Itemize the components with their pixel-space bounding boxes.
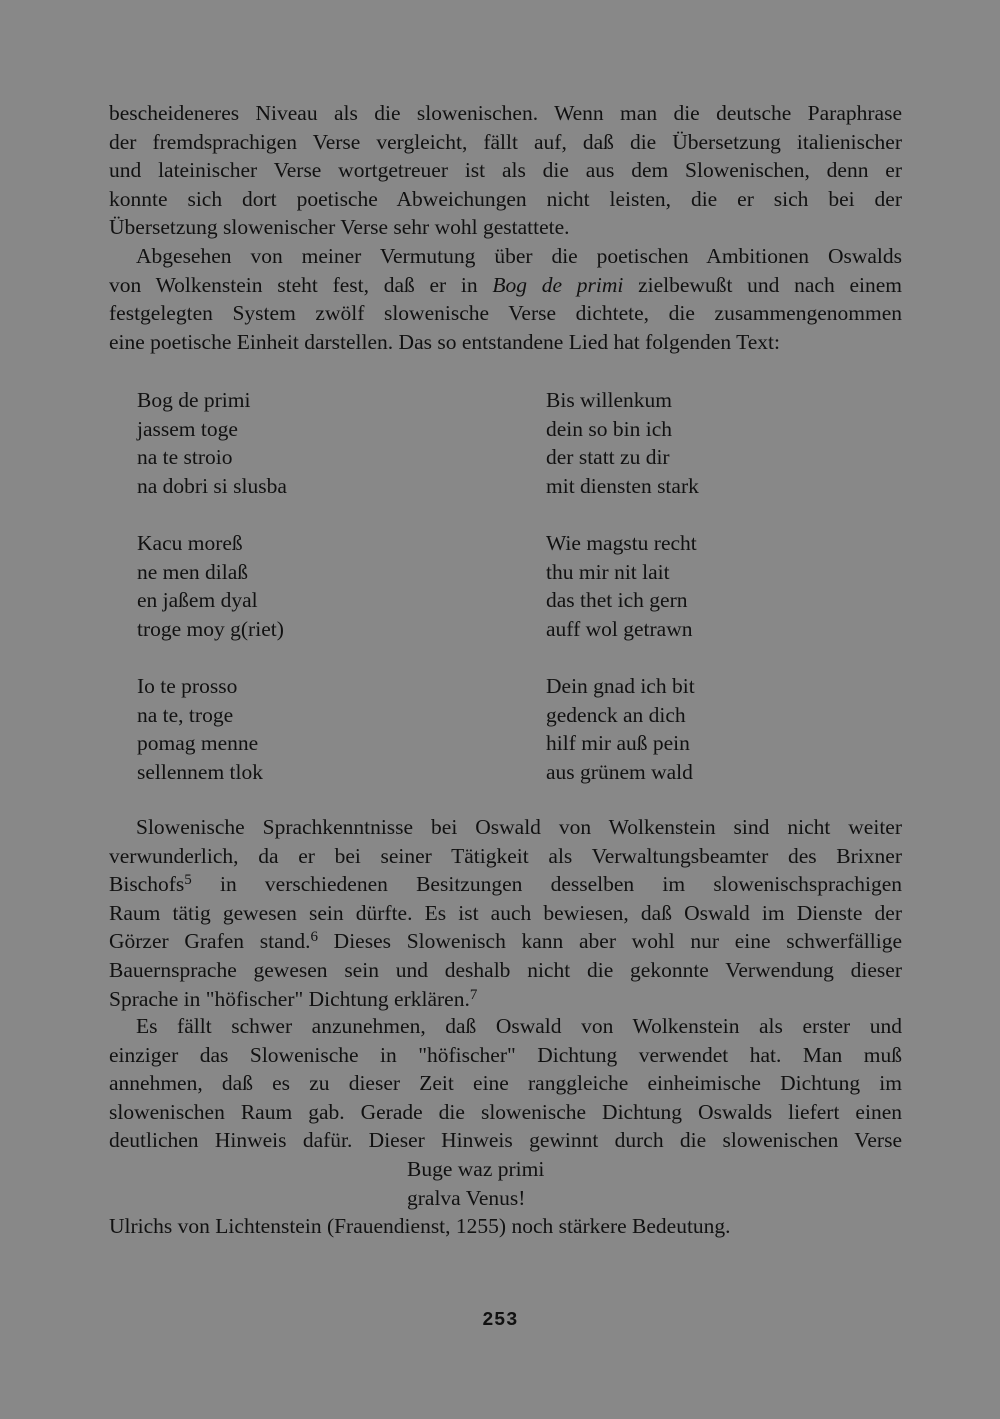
text-line: Es fällt schwer anzunehmen, daß Oswald von Wolkenstein als erster und bbox=[136, 1014, 902, 1038]
verse-line: jassem toge bbox=[137, 416, 238, 441]
footnote-marker[interactable]: 5 bbox=[184, 872, 192, 889]
footnote-marker[interactable]: 6 bbox=[310, 929, 318, 946]
text-line: Bauernsprache gewesen sein und deshalb nicht die gekonnte Verwendung dieser bbox=[109, 957, 902, 982]
text-line: Übersetzung slowenischer Verse sehr wohl gestattete. bbox=[109, 215, 570, 240]
verse-line: na te, troge bbox=[137, 702, 234, 727]
text-line: konnte sich dort poetische Abweichungen nicht leisten, die er sich bei der bbox=[109, 186, 902, 211]
text-line: verwunderlich, da er bei seiner Tätigkeit als Verwaltungsbeamter des Brixner bbox=[109, 843, 902, 868]
title-bog-de-primi: Bog de primi bbox=[492, 272, 624, 297]
inset-verse bbox=[407, 1155, 544, 1212]
poem-slovene-column bbox=[137, 386, 287, 815]
paragraph-5 bbox=[109, 1212, 902, 1241]
verse-line: Bog de primi bbox=[137, 388, 251, 412]
verse-line: auff wol getrawn bbox=[546, 616, 693, 641]
text-line: deutlichen Hinweis dafür. Dieser Hinweis gewinnt durch die slowenischen Verse bbox=[109, 1128, 902, 1153]
text-line: Raum tätig gewesen sein dürfte. Es ist auch bewiesen, daß Oswald im Dienste der bbox=[109, 900, 902, 925]
verse-line: ne men dilaß bbox=[137, 559, 249, 584]
verse-line: na te stroio bbox=[137, 445, 233, 470]
verse-line: der statt zu dir bbox=[546, 445, 670, 470]
verse-line: troge moy g(riet) bbox=[137, 616, 284, 641]
stanza bbox=[137, 672, 287, 786]
verse-line: na dobri si slusba bbox=[137, 473, 287, 498]
text-line: von Wolkenstein steht fest, daß er in Bog de primi zielbewußt und nach einem bbox=[109, 272, 902, 297]
text-line: festgelegten System zwölf slowenische Verse dichtete, die zusammengenommen bbox=[109, 301, 902, 326]
text-line: Bischofs$^5$ in verschiedenen Besitzungen desselben im slowenischsprachigen bbox=[109, 872, 902, 897]
text-line: Abgesehen von meiner Vermutung über die poetischen Ambitionen Oswalds bbox=[136, 244, 902, 268]
verse-line: Kacu moreß bbox=[137, 530, 243, 555]
paragraph-3 bbox=[109, 813, 902, 1013]
verse-line: Wie magstu recht bbox=[546, 530, 697, 555]
text-line: slowenischen Raum gab. Gerade die slowenische Dichtung Oswalds liefert einen bbox=[109, 1099, 902, 1124]
verse-line: Buge waz primi bbox=[407, 1157, 545, 1181]
text-line: der fremdsprachigen Verse vergleicht, fällt auf, daß die Übersetzung italienischer bbox=[109, 129, 902, 154]
verse-line: en jaßem dyal bbox=[137, 588, 258, 613]
verse-line: Bis willenkum bbox=[546, 388, 673, 412]
text-line: bescheideneres Niveau als die slowenischen. Wenn man die deutsche Paraphrase bbox=[109, 101, 902, 125]
text-line: Sprache in "höfischer" Dichtung erklären.$^7$ bbox=[109, 986, 478, 1011]
text-line: und lateinischer Verse wortgetreuer ist als die aus dem Slowenischen, denn er bbox=[109, 158, 902, 183]
stanza bbox=[546, 529, 699, 643]
verse-line: hilf mir auß pein bbox=[546, 731, 690, 756]
verse-line: gedenck an dich bbox=[546, 702, 686, 727]
verse-line: mit diensten stark bbox=[546, 473, 699, 498]
text-line: eine poetische Einheit darstellen. Das so entstandene Lied hat folgenden Text: bbox=[109, 329, 780, 354]
verse-line: sellennem tlok bbox=[137, 759, 263, 784]
text-line: Slowenische Sprachkenntnisse bei Oswald von Wolkenstein sind nicht weiter bbox=[136, 815, 902, 839]
text-line: Görzer Grafen stand.$^6$ Dieses Slowenisch kann aber wohl nur eine schwerfällige bbox=[109, 929, 903, 954]
page-number: 253 bbox=[482, 1309, 518, 1331]
text-line: einziger das Slowenische in "höfischer" Dichtung verwendet hat. Man muß bbox=[109, 1042, 902, 1067]
verse-line: Io te prosso bbox=[137, 673, 238, 698]
stanza bbox=[546, 386, 699, 500]
footnote-marker[interactable]: 7 bbox=[469, 986, 478, 1003]
verse-line: thu mir nit lait bbox=[546, 559, 670, 584]
paragraph-2 bbox=[109, 242, 902, 356]
text-line: annehmen, daß es zu dieser Zeit eine ranggleiche einheimische Dichtung im bbox=[109, 1071, 902, 1096]
paragraph-1 bbox=[109, 99, 902, 242]
verse-line: Dein gnad ich bit bbox=[546, 673, 695, 698]
verse-line: dein so bin ich bbox=[546, 416, 672, 441]
paragraph-4 bbox=[109, 1012, 902, 1155]
verse-line: das thet ich gern bbox=[546, 588, 688, 613]
verse-line: gralva Venus! bbox=[407, 1185, 526, 1210]
poem-german-column bbox=[546, 386, 699, 815]
stanza bbox=[546, 672, 699, 786]
stanza bbox=[137, 386, 287, 500]
text-line: Ulrichs von Lichtenstein (Frauendienst, 1255) noch stärkere Bedeutung. bbox=[109, 1214, 731, 1238]
verse-line: aus grünem wald bbox=[546, 759, 693, 784]
verse-line: pomag menne bbox=[137, 731, 259, 756]
stanza bbox=[137, 529, 287, 643]
